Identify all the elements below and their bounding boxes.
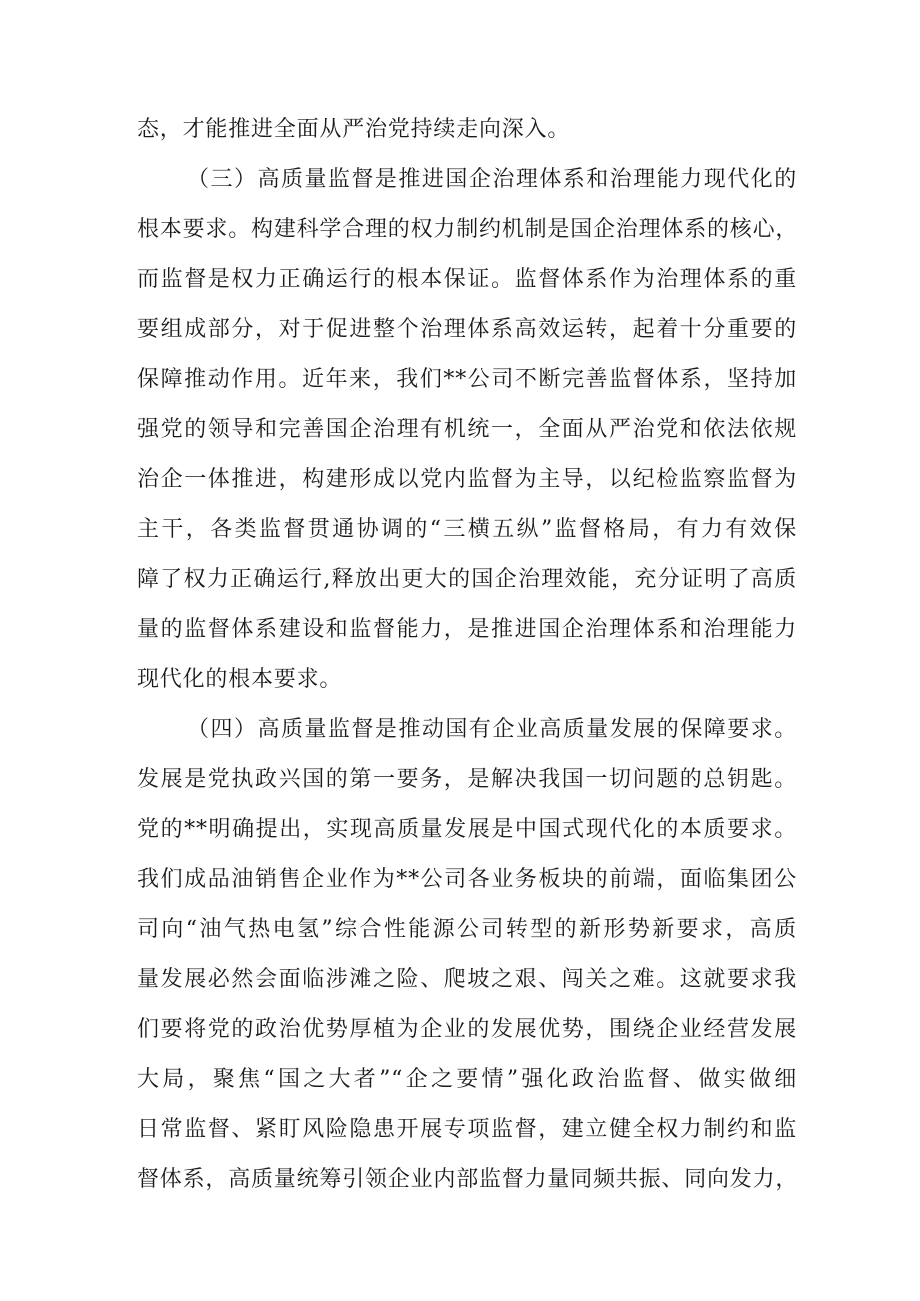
text-line: 督体系，高质量统筹引领企业内部监督力量同频共振、同向发力， xyxy=(137,1167,799,1192)
text-line: 根本要求。构建科学合理的权力制约机制是国企治理体系的核心， xyxy=(137,217,799,242)
text-line: 量的监督体系建设和监督能力，是推进国企治理体系和治理能力 xyxy=(137,617,797,642)
text-line: 大局，聚焦“国之大者”“企之要情”强化政治监督、做实做细 xyxy=(137,1067,797,1092)
text-line: 量发展必然会面临涉滩之险、爬坡之艰、闯关之难。这就要求我 xyxy=(137,967,797,992)
text-line: 而监督是权力正确运行的根本保证。监督体系作为治理体系的重 xyxy=(137,267,797,292)
text-line: 发展是党执政兴国的第一要务，是解决我国一切问题的总钥匙。 xyxy=(137,767,797,792)
text-line: 日常监督、紧盯风险隐患开展专项监督，建立健全权力制约和监 xyxy=(137,1117,797,1142)
text-line: 强党的领导和完善国企治理有机统一，全面从严治党和依法依规 xyxy=(137,417,797,442)
text-line: 要组成部分，对于促进整个治理体系高效运转，起着十分重要的 xyxy=(137,317,797,342)
text-line: 态，才能推进全面从严治党持续走向深入。 xyxy=(137,117,571,142)
text-line: 党的**明确提出，实现高质量发展是中国式现代化的本质要求。 xyxy=(137,817,797,842)
text-line: 主干，各类监督贯通协调的“三横五纵”监督格局，有力有效保 xyxy=(137,517,797,542)
text-line: 我们成品油销售企业作为**公司各业务板块的前端，面临集团公 xyxy=(137,867,797,892)
section-heading-3: （三）高质量监督是推进国企治理体系和治理能力现代化的 xyxy=(187,167,797,192)
text-line: 现代化的根本要求。 xyxy=(137,667,343,692)
text-line: 障了权力正确运行,释放出更大的国企治理效能，充分证明了高质 xyxy=(137,567,797,592)
text-line: 们要将党的政治优势厚植为企业的发展优势，围绕企业经营发展 xyxy=(137,1017,797,1042)
text-line: 保障推动作用。近年来，我们**公司不断完善监督体系，坚持加 xyxy=(137,367,797,392)
section-heading-4: （四）高质量监督是推动国有企业高质量发展的保障要求。 xyxy=(187,717,797,742)
text-line: 治企一体推进，构建形成以党内监督为主导，以纪检监察监督为 xyxy=(137,467,797,492)
text-line: 司向“油气热电氢”综合性能源公司转型的新形势新要求，高质 xyxy=(137,917,797,942)
